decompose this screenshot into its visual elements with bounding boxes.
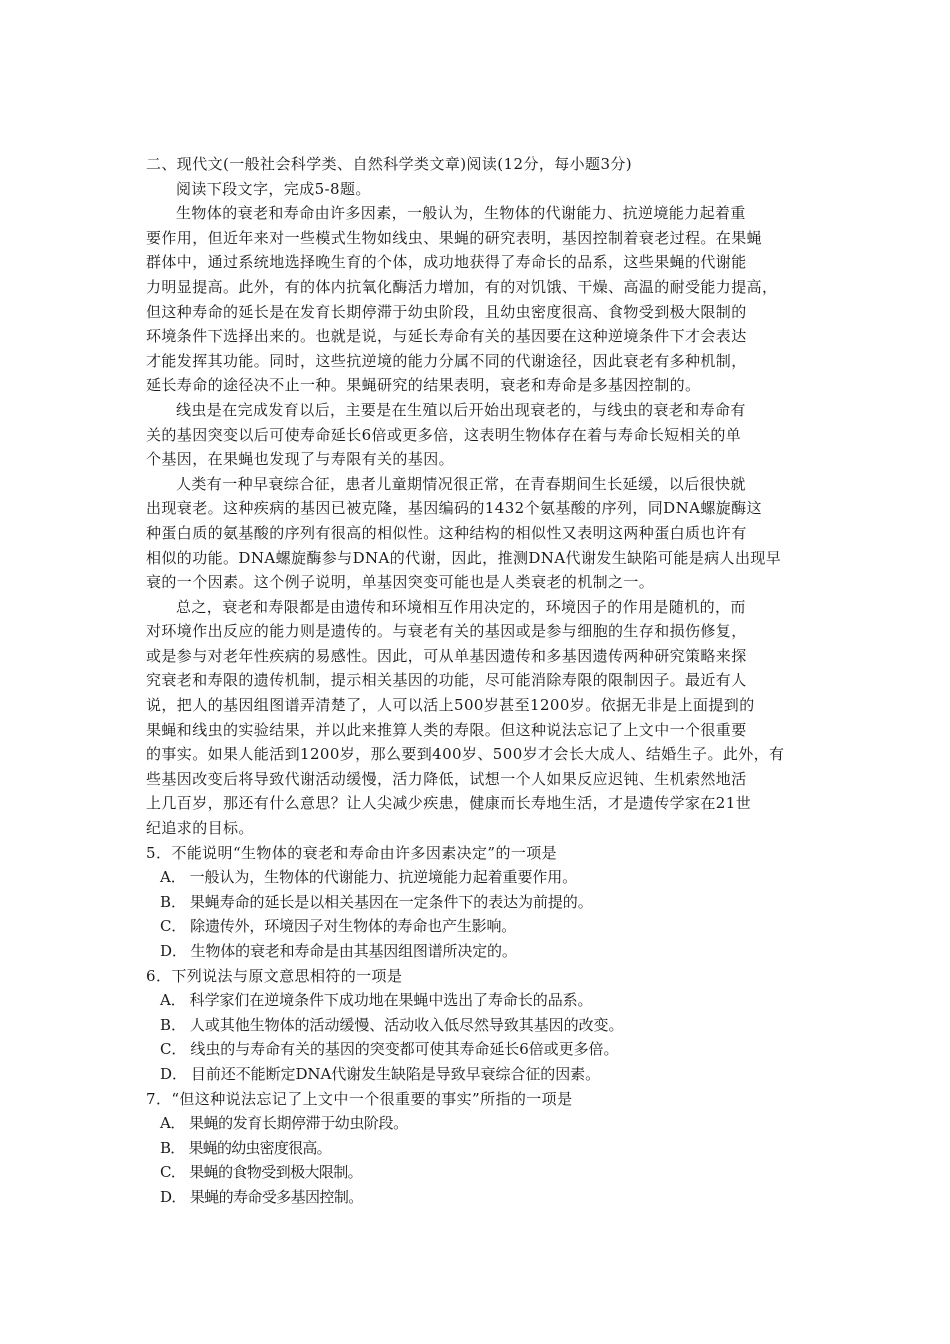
option-text: 一般认为，生物体的代谢能力、抗逆境能力起着重要作用。	[189, 868, 578, 887]
passage-paragraph-1	[146, 201, 816, 398]
option-text: 科学家们在逆境条件下成功地在果蝇中选出了寿命长的品系。	[189, 991, 593, 1010]
document-page	[146, 152, 816, 1210]
paragraph-line: 力明显提高。此外，有的体内抗氧化酶活力增加，有的对饥饿、干燥、高温的耐受能力提高，	[146, 277, 778, 296]
option-letter: A．	[160, 991, 186, 1010]
option-text: 果蝇的幼虫密度很高。	[188, 1138, 331, 1157]
paragraph-line: 纪追求的目标。	[146, 819, 254, 838]
option-letter: D．	[160, 1187, 186, 1206]
option-text: 果蝇的寿命受多基因控制。	[189, 1187, 363, 1206]
paragraph-line: 种蛋白质的氨基酸的序列有很高的相似性。这种结构的相似性又表明这两种蛋白质也许有	[146, 523, 747, 542]
option-c	[146, 1037, 816, 1062]
option-letter: C．	[160, 917, 187, 936]
paragraph-line: 群体中，通过系统地选择晚生育的个体，成功地获得了寿命长的品系，这些果蝇的代谢能	[146, 253, 747, 272]
question-5	[146, 841, 816, 964]
option-text: 线虫的与寿命有关的基因的突变都可使其寿命延长6倍或更多倍。	[190, 1040, 619, 1059]
option-letter: C．	[160, 1040, 187, 1059]
option-text: 果蝇寿命的延长是以相关基因在一定条件下的表达为前提的。	[189, 892, 593, 911]
paragraph-line: 果蝇和线虫的实验结果，并以此来推算人类的寿限。但这种说法忘记了上文中一个很重要	[146, 720, 747, 739]
option-letter: B．	[160, 1138, 185, 1157]
paragraph-line: 出现衰老。这种疾病的基因已被克隆，基因编码的1432个氨基酸的序列，同DNA螺旋酶这	[146, 499, 762, 518]
paragraph-line: 总之，衰老和寿限都是由遗传和环境相互作用决定的，环境因子的作用是随机的，而	[176, 597, 746, 616]
option-letter: B．	[160, 1015, 186, 1034]
paragraph-line: 对环境作出反应的能力则是遗传的。与衰老有关的基因或是参与细胞的生存和损伤修复，	[146, 622, 747, 641]
paragraph-line: 衰的一个因素。这个例子说明，单基因突变可能也是人类衰老的机制之一。	[146, 573, 655, 592]
option-b	[146, 890, 816, 915]
option-a	[146, 988, 816, 1013]
questions	[146, 841, 816, 1210]
option-c	[146, 914, 816, 939]
option-text: 果蝇的发育长期停滞于幼虫阶段。	[189, 1114, 408, 1133]
option-list	[146, 1111, 816, 1209]
passage-paragraph-2	[146, 398, 816, 472]
option-text: 生物体的衰老和寿命是由其基因组图谱所决定的。	[190, 942, 517, 960]
passage-paragraph-4	[146, 595, 816, 841]
option-letter: A．	[160, 868, 186, 887]
paragraph-line: 上几百岁，那还有什么意思？让人尖减少疾患，健康而长寿地生活，才是遗传学家在21世	[146, 794, 752, 813]
paragraph-line: 相似的功能。DNA螺旋酶参与DNA的代谢，因此，推测DNA代谢发生缺陷可能是病人出现早	[146, 548, 782, 567]
paragraph-line: 的事实。如果人能活到1200岁，那么要到400岁、500岁才会长大成人、结婚生子。此外，有	[146, 745, 785, 764]
option-letter: C．	[160, 1163, 186, 1182]
section-title: 二、现代文(一般社会科学类、自然科学类文章)阅读(12分，每小题3分)	[146, 155, 633, 173]
option-d	[146, 1062, 816, 1087]
question-6	[146, 964, 816, 1087]
paragraph-line: 要作用，但近年来对一些模式生物如线虫、果蝇的研究表明，基因控制着衰老过程。在果蝇	[146, 228, 763, 247]
option-list	[146, 988, 816, 1086]
option-text: 果蝇的食物受到极大限制。	[189, 1163, 363, 1182]
option-letter: A．	[160, 1114, 185, 1133]
paragraph-line: 环境条件下选择出来的。也就是说，与延长寿命有关的基因要在这种逆境条件下才会表达	[146, 327, 747, 346]
paragraph-line: 或是参与对老年性疾病的易感性。因此，可从单基因遗传和多基因遗传两种研究策略来探	[146, 646, 747, 665]
option-c	[146, 1160, 816, 1185]
option-text: 目前还不能断定DNA代谢发生缺陷是导致早衰综合征的因素。	[190, 1064, 601, 1083]
passage	[146, 201, 816, 840]
option-letter: D．	[160, 1064, 187, 1083]
option-d	[146, 939, 816, 964]
paragraph-line: 些基因改变后将导致代谢活动缓慢，活力降低，试想一个人如果反应迟钝、生机索然地活	[146, 769, 747, 788]
paragraph-line: 人类有一种早衰综合征，患者儿童期情况很正常，在青春期间生长延缓，以后很快就	[176, 474, 746, 493]
question-7	[146, 1087, 816, 1210]
option-d	[146, 1185, 816, 1210]
paragraph-line: 说，把人的基因组图谱弄清楚了，人可以活上500岁甚至1200岁。依据无非是上面提到的	[146, 696, 755, 715]
paragraph-line: 生物体的衰老和寿命由许多因素，一般认为，生物体的代谢能力、抗逆境能力起着重	[176, 204, 746, 223]
option-b	[146, 1013, 816, 1038]
paragraph-line: 线虫是在完成发育以后，主要是在生殖以后开始出现衰老的，与线虫的衰老和寿命有	[176, 400, 746, 419]
option-b	[146, 1136, 816, 1161]
paragraph-line: 但这种寿命的延长是在发育长期停滞于幼虫阶段，且幼虫密度很高、食物受到极大限制的	[146, 302, 747, 321]
option-list	[146, 865, 816, 963]
option-a	[146, 1111, 816, 1136]
paragraph-line: 究衰老和寿限的遗传机制，提示相关基因的功能，尽可能消除寿限的限制因子。最近有人	[146, 671, 747, 690]
option-text: 除遗传外，环境因子对生物体的寿命也产生影响。	[190, 917, 517, 936]
paragraph-line: 才能发挥其功能。同时，这些抗逆境的能力分属不同的代谢途径，因此衰老有多种机制，	[146, 351, 747, 370]
option-a	[146, 865, 816, 890]
instruction-text: 阅读下段文字，完成5-8题。	[176, 179, 371, 198]
option-letter: D．	[160, 942, 187, 960]
question-stem: 5．不能说明“生物体的衰老和寿命由许多因素决定”的一项是	[146, 843, 558, 862]
question-stem: 6．下列说法与原文意思相符的一项是	[146, 966, 403, 985]
option-text: 人或其他生物体的活动缓慢、活动收入低尽然导致其基因的改变。	[189, 1015, 624, 1034]
paragraph-line: 个基因，在果蝇也发现了与寿限有关的基因。	[146, 450, 455, 469]
question-stem: 7．“但这种说法忘记了上文中一个很重要的事实”所指的一项是	[146, 1089, 573, 1108]
option-letter: B．	[160, 892, 186, 911]
passage-paragraph-3	[146, 472, 816, 595]
paragraph-line: 关的基因突变以后可使寿命延长6倍或更多倍，这表明生物体存在着与寿命长短相关的单	[146, 425, 742, 444]
paragraph-line: 延长寿命的途径决不止一种。果蝇研究的结果表明，衰老和寿命是多基因控制的。	[146, 376, 701, 395]
